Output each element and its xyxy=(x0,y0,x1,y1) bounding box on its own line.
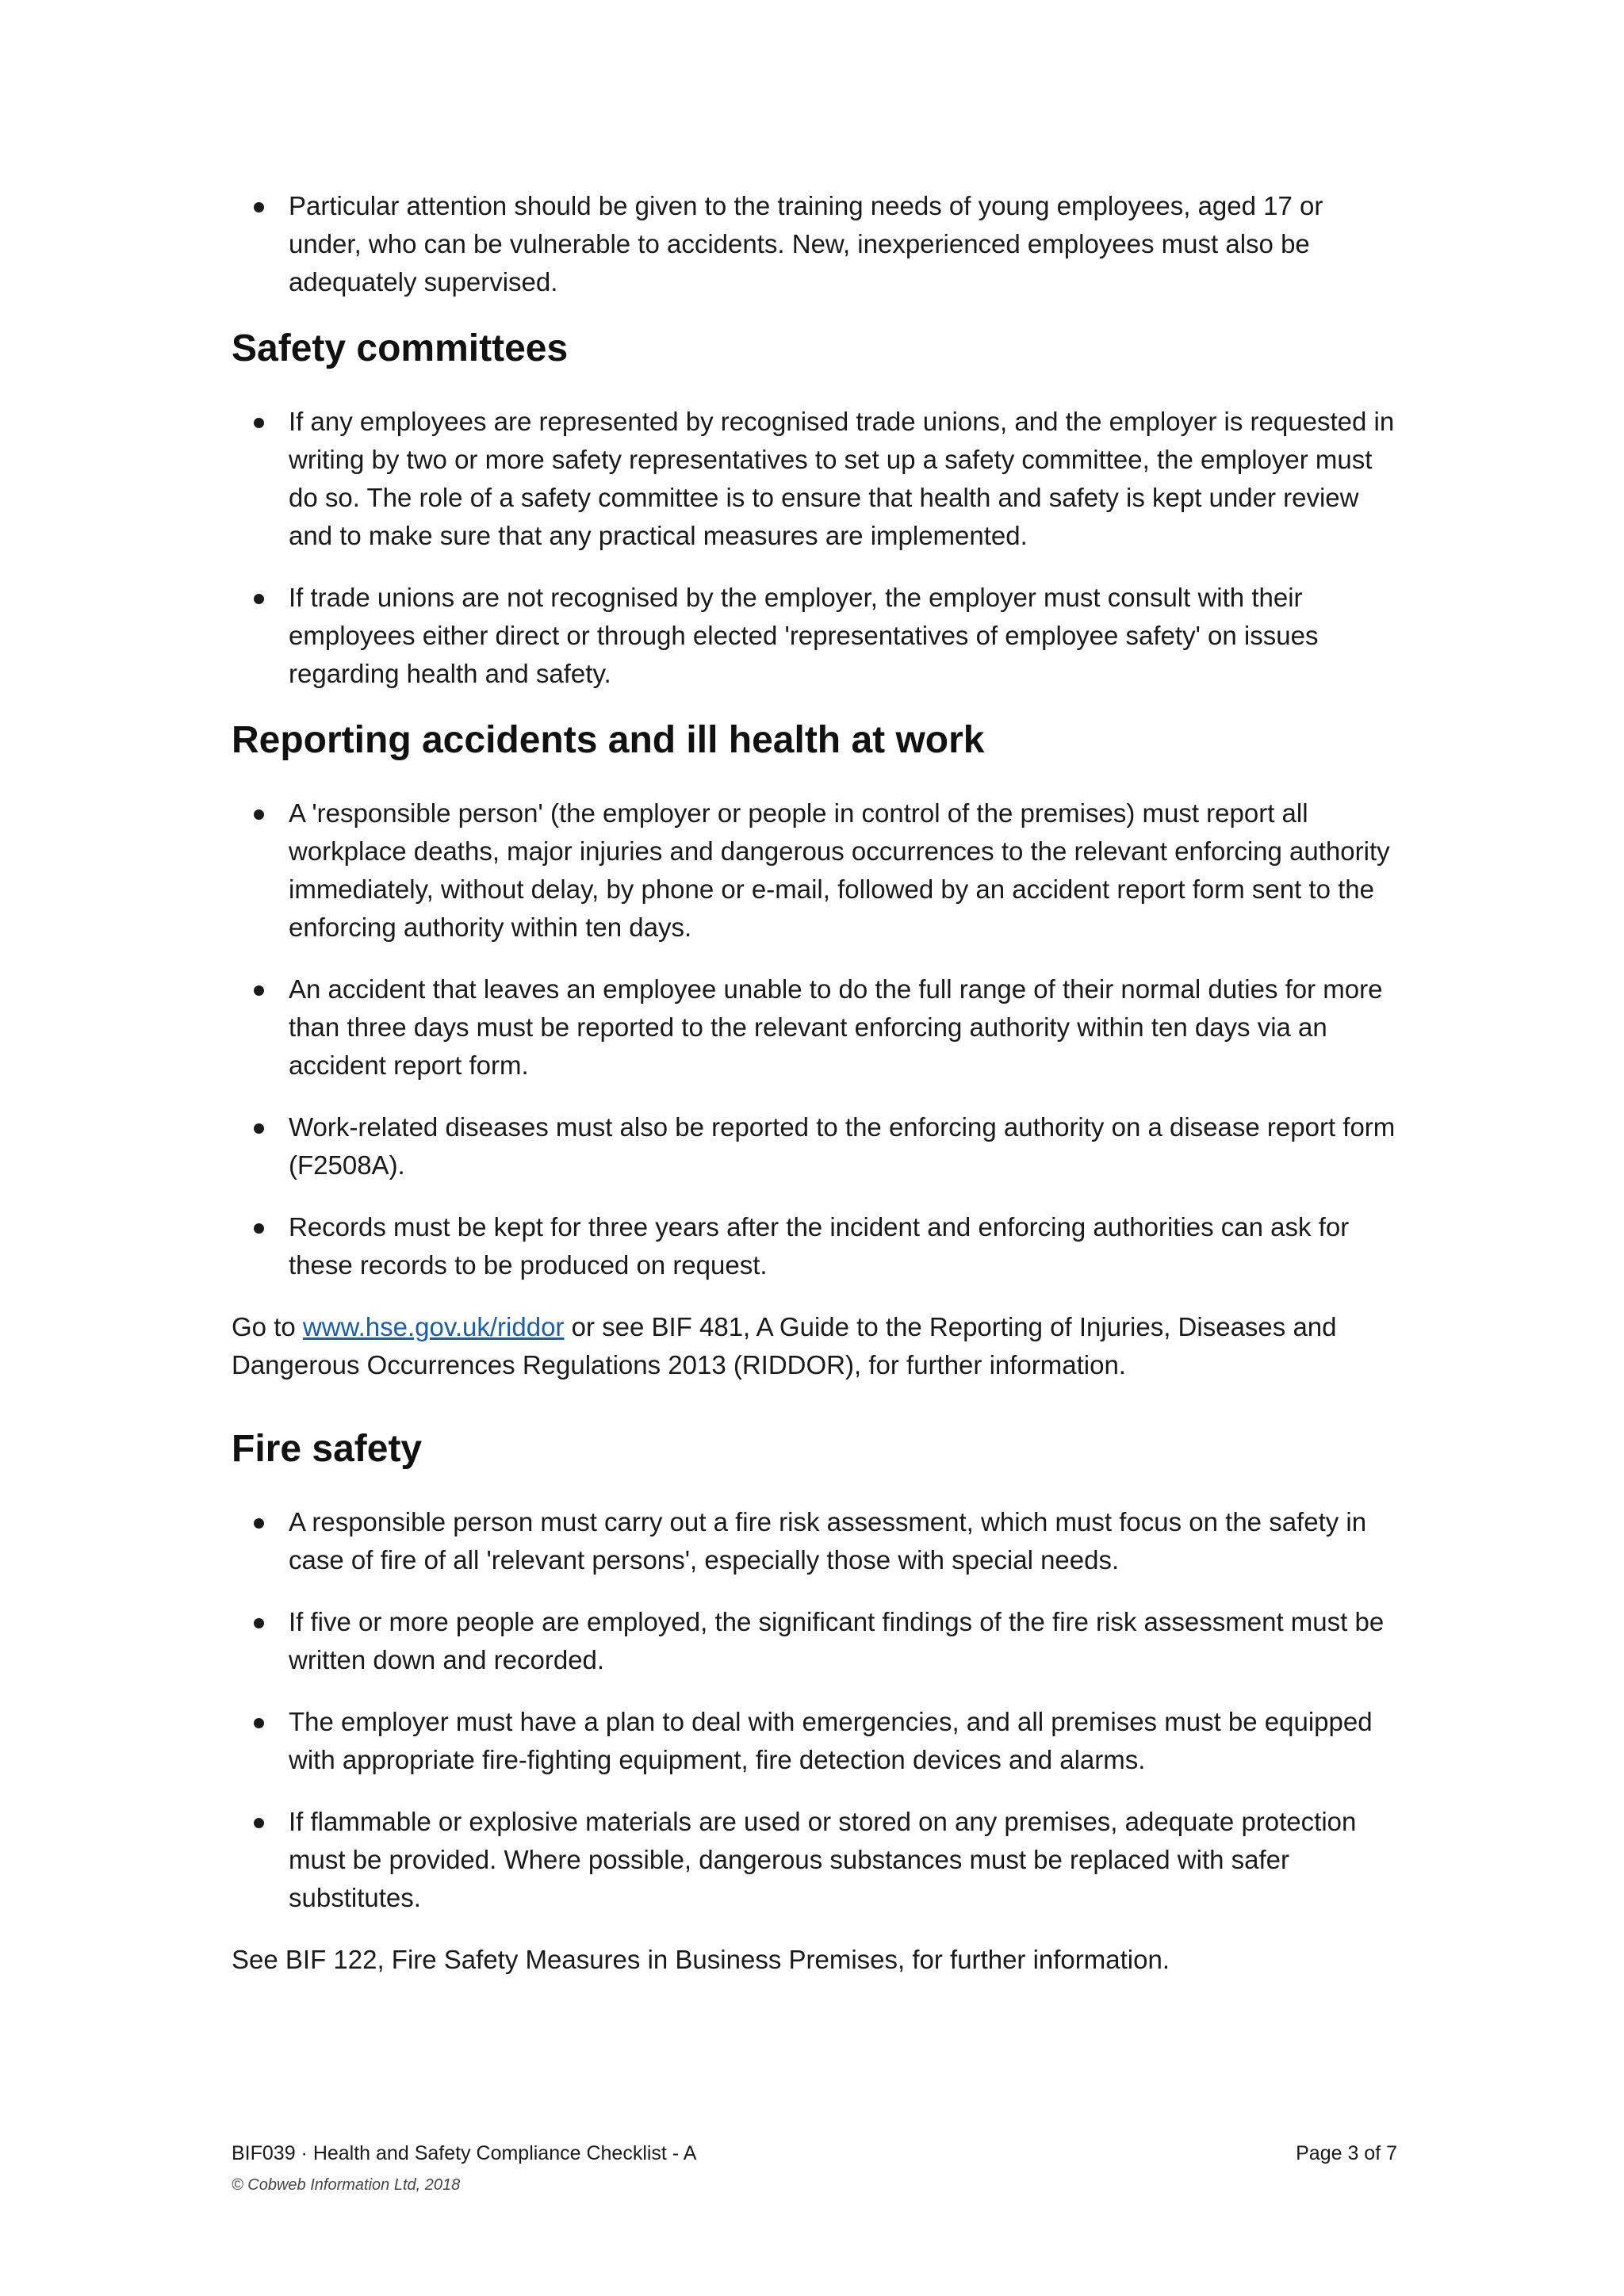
section-heading-safety-committees: Safety committees xyxy=(232,327,569,369)
list-item: A responsible person must carry out a fire risk assessment, which must focus on the safety in case of fire of all 'relevant persons', especially those with special needs. xyxy=(232,1503,1397,1579)
page-footer xyxy=(232,2141,1397,2198)
reporting-bullet-list xyxy=(232,794,1397,1284)
list-item: The employer must have a plan to deal with emergencies, and all premises must be equipped with appropriate fire-fighting equipment, fire detection devices and alarms. xyxy=(232,1703,1397,1779)
bullet-icon xyxy=(254,594,264,604)
bullet-icon xyxy=(254,418,264,428)
list-item: If any employees are represented by recognised trade unions, and the employer is requested in writing by two or more safety representatives to set up a safety committee, the employer must do so. The role of a safety committee is to ensure that health and safety is kept under review and to make sure that any practical measures are implemented. xyxy=(232,403,1397,555)
riddor-link[interactable]: www.hse.gov.uk/riddor xyxy=(302,1312,565,1341)
footer-row xyxy=(232,2141,1397,2166)
list-item: If five or more people are employed, the significant findings of the fire risk assessment must be written down and recorded. xyxy=(232,1603,1397,1679)
bullet-icon xyxy=(254,985,264,996)
intro-bullet-list xyxy=(232,187,1397,301)
footer-doc-title: BIF039 · Health and Safety Compliance Checklist - A xyxy=(232,2142,697,2164)
bullet-icon xyxy=(254,202,264,212)
bullet-icon xyxy=(254,1618,264,1628)
bullet-icon xyxy=(254,809,264,820)
list-item: A 'responsible person' (the employer or people in control of the premises) must report all workplace deaths, major injuries and dangerous occurrences to the relevant enforcing authority immediately, without delay, by phone or e-mail, followed by an accident report form sent to the enforcing authority within ten days. xyxy=(232,794,1397,947)
safety-committees-bullet-list xyxy=(232,403,1397,693)
bullet-icon xyxy=(254,1123,264,1134)
footer-copyright: © Cobweb Information Ltd, 2018 xyxy=(232,2176,461,2194)
section-heading-reporting: Reporting accidents and ill health at work xyxy=(232,719,985,761)
section-heading-fire-safety: Fire safety xyxy=(232,1428,423,1470)
list-item: If trade unions are not recognised by the employer, the employer must consult with their employees either direct or through elected 'representatives of employee safety' on issues regarding health and safety. xyxy=(232,579,1397,693)
footer-page-number: Page 3 of 7 xyxy=(1296,2142,1397,2164)
list-item: Work-related diseases must also be reported to the enforcing authority on a disease report form (F2508A). xyxy=(232,1108,1397,1184)
bullet-icon xyxy=(254,1518,264,1529)
bullet-icon xyxy=(254,1223,264,1234)
list-item: Records must be kept for three years after the incident and enforcing authorities can ask for these records to be produced on request. xyxy=(232,1208,1397,1284)
fire-safety-note: See BIF 122, Fire Safety Measures in Business Premises, for further information. xyxy=(232,1945,1170,1974)
page-content xyxy=(232,187,1397,1979)
bullet-icon xyxy=(254,1718,264,1728)
list-item: An accident that leaves an employee unable to do the full range of their normal duties for more than three days must be reported to the relevant enforcing authority within ten days via an accident report form. xyxy=(232,970,1397,1085)
riddor-note: Go to www.hse.gov.uk/riddor or see BIF 481, A Guide to the Reporting of Injuries, Diseases and Dangerous Occurrences Regulations 2013 (RIDDOR), for further information. xyxy=(232,1312,1337,1380)
fire-safety-bullet-list xyxy=(232,1503,1397,1917)
list-item: If flammable or explosive materials are used or stored on any premises, adequate protection must be provided. Where possible, dangerous substances must be replaced with safer substitutes. xyxy=(232,1803,1397,1917)
bullet-icon xyxy=(254,1818,264,1828)
list-item: Particular attention should be given to the training needs of young employees, aged 17 or under, who can be vulnerable to accidents. New, inexperienced employees must also be adequately supervised. xyxy=(232,187,1397,301)
